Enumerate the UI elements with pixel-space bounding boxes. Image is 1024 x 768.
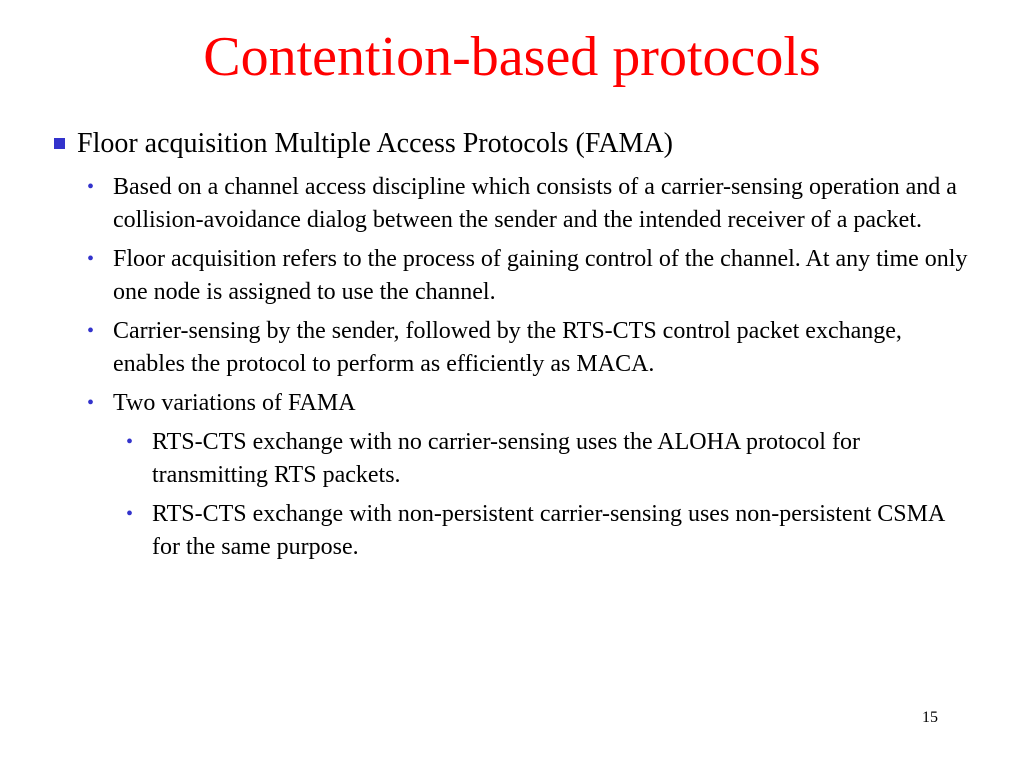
main-bullet-text: Floor acquisition Multiple Access Protocols (FAMA) bbox=[77, 128, 673, 159]
slide-content bbox=[52, 126, 972, 570]
sub-sub-bullet-text: RTS-CTS exchange with no carrier-sensing uses the ALOHA protocol for transmitting RTS packets. bbox=[152, 429, 860, 488]
sub-bullet bbox=[87, 387, 972, 420]
bullet-dot-icon: • bbox=[87, 320, 95, 342]
sub-bullet bbox=[87, 315, 972, 381]
page-number: 15 bbox=[922, 709, 938, 726]
sub-bullet-text: Two variations of FAMA bbox=[113, 390, 356, 416]
slide-title: Contention-based protocols bbox=[203, 26, 821, 88]
sub-bullet-text: Carrier-sensing by the sender, followed by the RTS-CTS control packet exchange, enables the protocol to perform as efficiently as MACA. bbox=[113, 318, 902, 377]
sub-bullet bbox=[87, 171, 972, 237]
bullet-dot-icon: • bbox=[87, 248, 95, 270]
bullet-dot-icon: • bbox=[126, 431, 134, 453]
sub-bullet bbox=[87, 243, 972, 309]
square-bullet-icon bbox=[54, 138, 65, 149]
bullet-dot-icon: • bbox=[87, 176, 95, 198]
sub-sub-bullet bbox=[126, 498, 972, 564]
sub-bullet-text: Floor acquisition refers to the process of gaining control of the channel. At any time only one node is assigned to use the channel. bbox=[113, 246, 968, 305]
bullet-dot-icon: • bbox=[87, 392, 95, 414]
main-bullet bbox=[52, 126, 972, 162]
sub-bullet-text: Based on a channel access discipline which consists of a carrier-sensing operation and a collision-avoidance dialog between the sender and the intended receiver of a packet. bbox=[113, 174, 957, 233]
bullet-dot-icon: • bbox=[126, 503, 134, 525]
sub-sub-bullet-text: RTS-CTS exchange with non-persistent carrier-sensing uses non-persistent CSMA for the same purpose. bbox=[152, 501, 944, 560]
sub-sub-bullet bbox=[126, 426, 972, 492]
